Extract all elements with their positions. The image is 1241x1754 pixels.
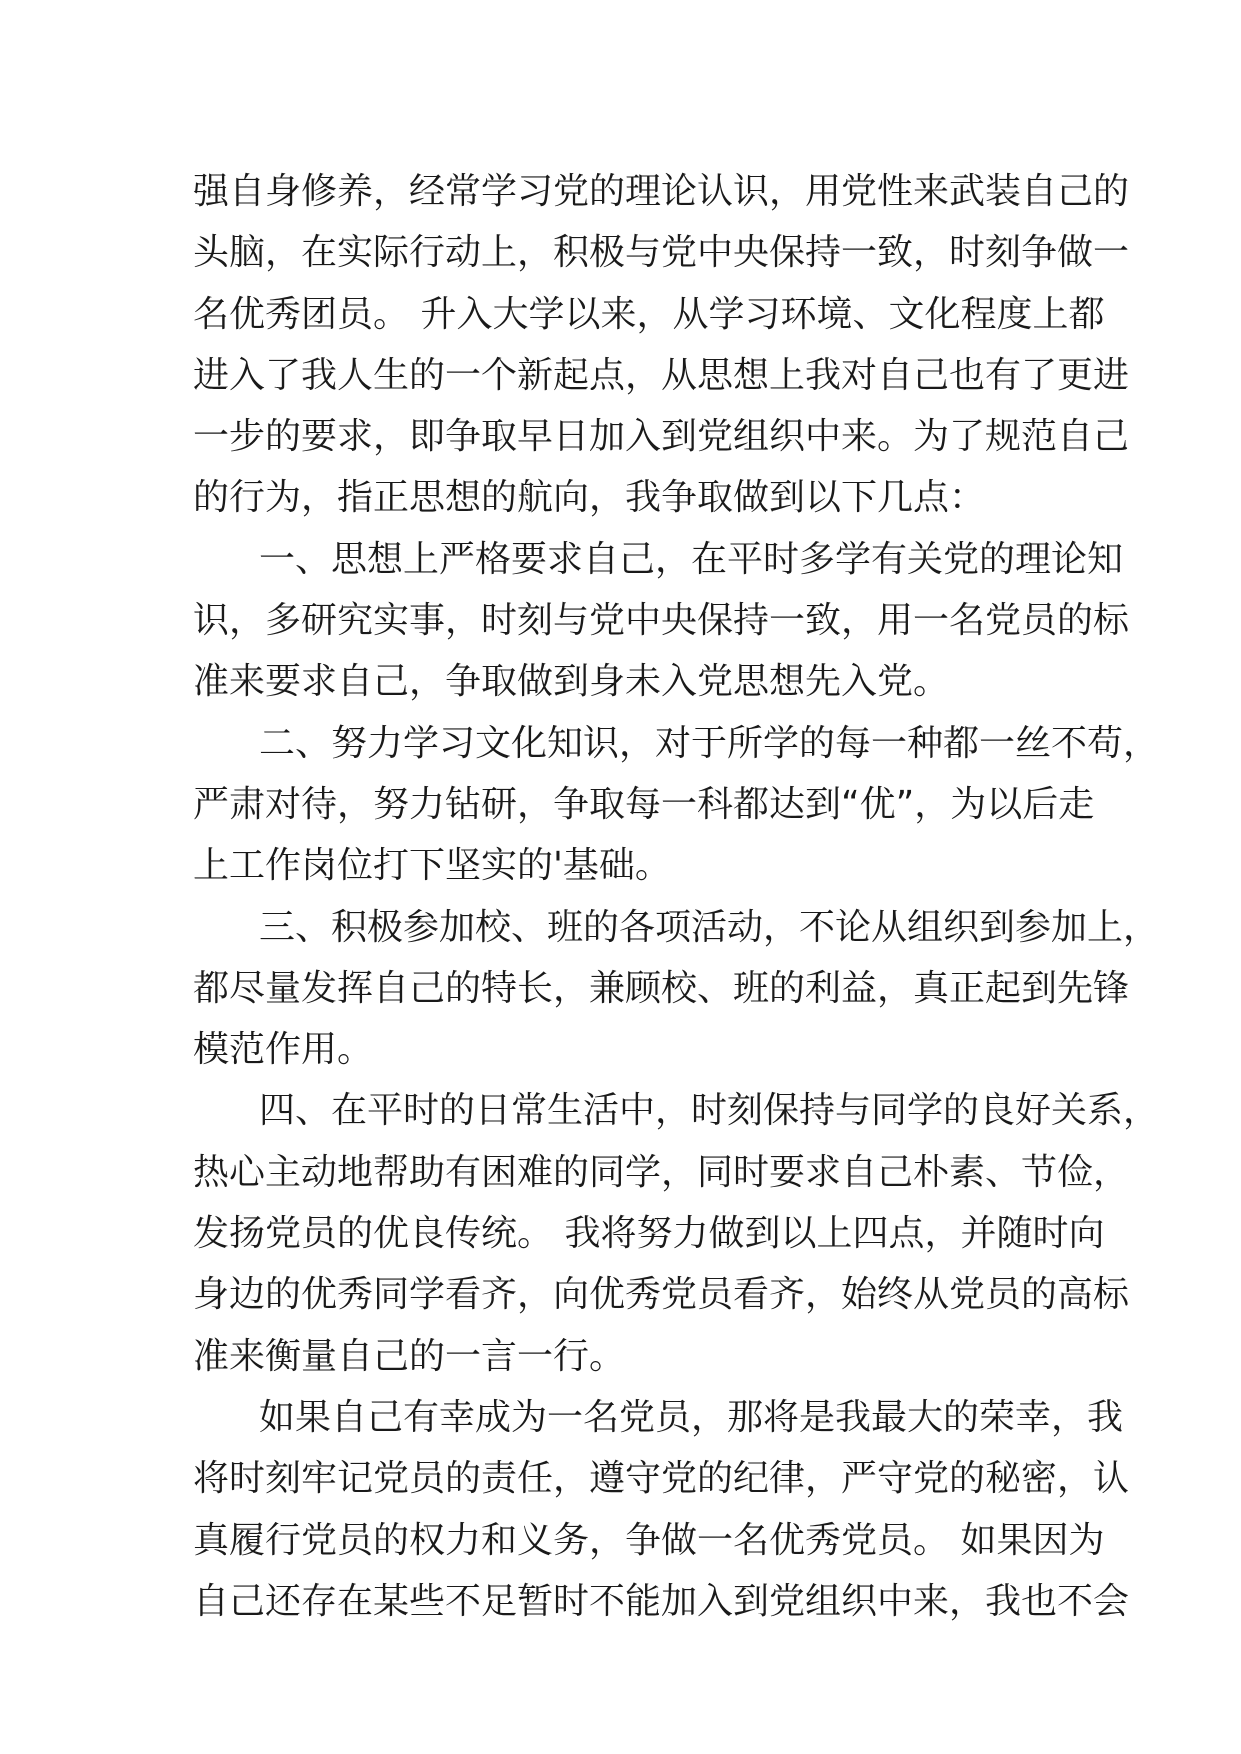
text-line: 头脑，在实际行动上，积极与党中央保持一致，时刻争做一 (193, 232, 1130, 274)
text-line: 准来要求自己，争取做到身未入党思想先入党。 (193, 661, 950, 703)
text-line: 都尽量发挥自己的特长，兼顾校、班的利益，真正起到先锋 (193, 967, 1130, 1009)
text-line: 进入了我人生的一个新起点，从思想上我对自己也有了更进 (193, 354, 1130, 396)
text-line: 二、努力学习文化知识，对于所学的每一种都一丝不苟， (259, 722, 1160, 764)
text-line: 的行为，指正思想的航向，我争取做到以下几点： (193, 477, 986, 519)
document-body (193, 161, 1160, 1632)
text-line: 准来衡量自己的一言一行。 (193, 1335, 626, 1377)
text-line: 四、在平时的日常生活中，时刻保持与同学的良好关系， (259, 1090, 1160, 1132)
text-line: 上工作岗位打下坚实的'基础。 (193, 845, 671, 887)
text-line: 三、积极参加校、班的各项活动，不论从组织到参加上， (259, 906, 1160, 948)
text-line: 身边的优秀同学看齐，向优秀党员看齐，始终从党员的高标 (193, 1274, 1130, 1316)
text-line: 将时刻牢记党员的责任，遵守党的纪律，严守党的秘密，认 (193, 1458, 1130, 1500)
text-line: 发扬党员的优良传统。 我将努力做到以上四点，并随时向 (193, 1213, 1105, 1255)
text-line: 一、思想上严格要求自己，在平时多学有关党的理论知 (259, 538, 1124, 580)
text-line: 一步的要求，即争取早日加入到党组织中来。为了规范自己 (193, 416, 1130, 458)
text-line: 如果自己有幸成为一名党员，那将是我最大的荣幸，我 (259, 1396, 1124, 1438)
text-line: 强自身修养，经常学习党的理论认识，用党性来武装自己的 (193, 171, 1130, 212)
text-line: 热心主动地帮助有困难的同学，同时要求自己朴素、节俭， (193, 1151, 1130, 1193)
text-line: 自己还存在某些不足暂时不能加入到党组织中来，我也不会 (193, 1580, 1130, 1622)
text-line: 模范作用。 (193, 1029, 374, 1071)
text-line: 名优秀团员。 升入大学以来，从学习环境、文化程度上都 (193, 293, 1105, 335)
text-line: 严肃对待，努力钻研，争取每一科都达到“优”，为以后走 (193, 783, 1095, 825)
text-line: 识，多研究实事，时刻与党中央保持一致，用一名党员的标 (193, 600, 1130, 642)
text-line: 真履行党员的权力和义务，争做一名优秀党员。 如果因为 (193, 1519, 1105, 1561)
